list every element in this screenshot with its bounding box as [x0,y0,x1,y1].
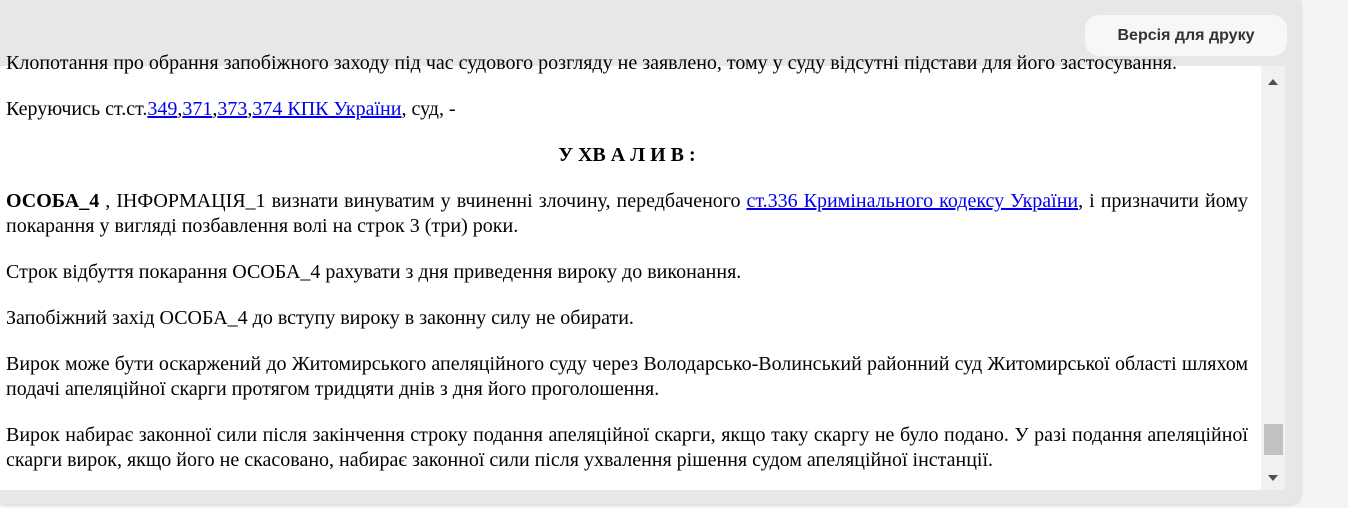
criminal-code-link[interactable]: ст.336 Кримінального кодексу України [746,190,1079,212]
paragraph-guided-by [6,97,1248,122]
paragraph-preventive-measure: Клопотання про обрання запобіжного заходу під час судового розгляду не заявлено, тому у суду відсутні підстави для його застосування. [6,52,1177,74]
paragraph-sentence-term: Строк відбуття покарання ОСОБА_4 рахувати з дня приведення вироку до виконання. [6,261,742,283]
print-version-button[interactable]: Версія для друку [1085,15,1287,56]
comma-separator: , [212,98,218,120]
scrollbar-thumb[interactable] [1264,424,1283,455]
guided-by-suffix: , суд, - [401,98,456,120]
defendant-name: ОСОБА_4 [6,190,100,212]
vertical-scrollbar[interactable] [1261,66,1285,490]
paragraph-appeal: Вирок може бути оскаржений до Житомирського апеляційного суду через Володарсько-Волинський районний суд Житомирської області шляхом подачі апеляційної скарги протягом тридцяти днів з дня його проголошення. [6,353,1248,400]
arrow-down-icon[interactable] [1268,475,1278,481]
arrow-up-icon[interactable] [1268,79,1278,85]
paragraph-legal-force: Вирок набирає законної сили після закінчення строку подання апеляційної скарги, якщо таку скаргу не було подано. У разі подання апеляційної скарги вирок, якщо його не скасовано, набирає законної сили після ухвалення рішення судом апеляційної інстанції. [6,424,1248,471]
comma-separator: , [247,98,253,120]
law-link-373[interactable]: 373 [217,98,248,120]
paragraph-no-preventive-measure: Запобіжний захід ОСОБА_4 до вступу вироку в законну силу не обирати. [6,307,634,329]
law-link-349[interactable]: 349 [147,98,178,120]
document-viewport[interactable] [0,52,1261,490]
verdict-text: , ІНФОРМАЦІЯ_1 визнати винуватим у вчиненні злочину, передбаченого [99,190,747,212]
verdict-suffix: , і призначити йому покарання у вигляді позбавлення волі на строк 3 (три) роки. [6,190,1248,237]
document-text [6,51,1248,494]
paragraph-verdict [6,189,1248,239]
guided-by-prefix: Керуючись ст.ст. [6,98,148,120]
law-link-371[interactable]: 371 [182,98,213,120]
comma-separator: , [177,98,183,120]
law-link-374-kpk[interactable]: 374 КПК України [252,98,402,120]
ruling-heading: У ХВ А Л И В : [558,144,696,166]
